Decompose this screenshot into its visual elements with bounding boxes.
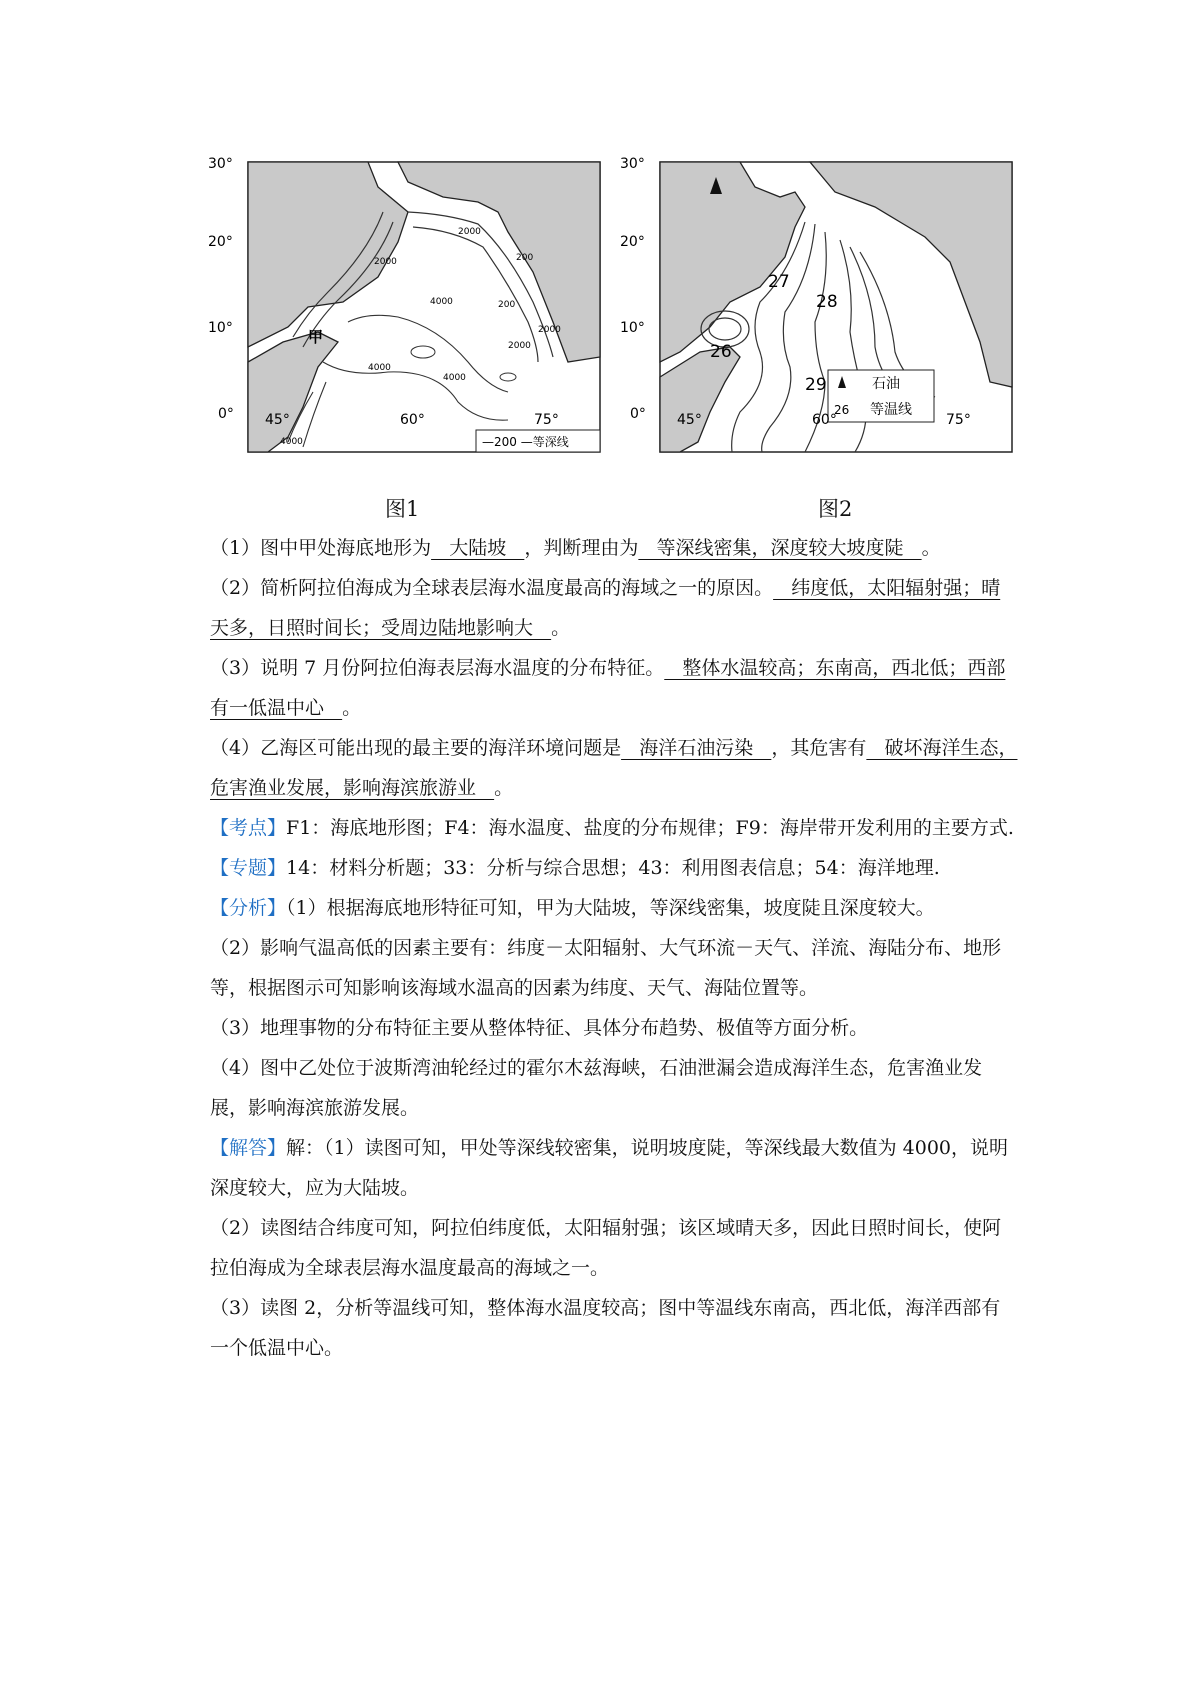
depth-label: 4000 [280, 437, 303, 447]
section-text: 解：（1）读图可知，甲处等深线较密集，说明坡度陡，等深线最大数值为 4000，说明深度较大，应为大陆坡。 [210, 1137, 1008, 1199]
lon-label: 75° [534, 412, 559, 428]
answer-blank: 海洋石油污染 [621, 737, 772, 759]
section-tag: 【分析】 [210, 897, 287, 919]
section-tag: 【解答】 [210, 1137, 287, 1159]
lon-label: 45° [265, 412, 290, 428]
answer-blank: 等深线密集，深度较大坡度陡 [638, 537, 922, 559]
isotherm-label: 29 [805, 375, 827, 395]
question-3 [210, 648, 1018, 728]
section-tag: 【考点】 [210, 817, 287, 839]
lat-label: 30° [208, 156, 233, 172]
isotherm-label: 27 [768, 272, 790, 292]
lon-label: 60° [812, 412, 837, 428]
kaodian-section [210, 808, 1018, 848]
legend-iso-label: 等温线 [870, 402, 912, 418]
lon-label: 60° [400, 412, 425, 428]
answer-blank: 纬度低，太阳辐射强；晴天多，日照时间长；受周边陆地影响大 [210, 577, 1001, 639]
zhuanti-section [210, 848, 1018, 888]
jieda-section [210, 1128, 1018, 1208]
answer-blank: 整体水温较高；东南高，西北低；西部有一低温中心 [210, 657, 1006, 719]
section-text: （1）根据海底地形特征可知，甲为大陆坡，等深线密集，坡度陡且深度较大。 [286, 897, 935, 919]
question-text: （4）乙海区可能出现的最主要的海洋环境问题是 [210, 737, 622, 759]
figure-1-map [208, 152, 608, 482]
answer-blank: 大陆坡 [431, 537, 525, 559]
lat-label: 20° [620, 234, 645, 250]
depth-label: 2000 [458, 227, 481, 237]
section-text: F1：海底地形图；F4：海水温度、盐度的分布规律；F9：海岸带开发利用的主要方式. [286, 817, 1014, 839]
depth-label: 4000 [368, 363, 391, 373]
question-2 [210, 568, 1018, 648]
question-text: ，判断理由为 [524, 537, 639, 559]
isotherm-label: 28 [816, 292, 838, 312]
lat-label: 30° [620, 156, 645, 172]
depth-label: 4000 [443, 373, 466, 383]
lon-label: 75° [946, 412, 971, 428]
jieda-paragraph: （3）读图 2，分析等温线可知，整体海水温度较高；图中等温线东南高，西北低，海洋西部有一个低温中心。 [210, 1297, 1001, 1359]
fig1-legend: —200 —等深线 [482, 435, 569, 449]
question-text: （1）图中甲处海底地形为 [210, 537, 432, 559]
section-text: 14：材料分析题；33：分析与综合思想；43：利用图表信息；54：海洋地理. [286, 857, 940, 879]
fenxi-paragraph: （3）地理事物的分布特征主要从整体特征、具体分布趋势、极值等方面分析。 [210, 1017, 869, 1039]
fenxi-paragraph: （2）影响气温高低的因素主要有：纬度－太阳辐射、大气环流－天气、洋流、海陆分布、地形等，根据图示可知影响该海域水温高的因素为纬度、天气、海陆位置等。 [210, 937, 1002, 999]
figure-1-caption: 图1 [385, 497, 420, 521]
fenxi-paragraph: （4）图中乙处位于波斯湾油轮经过的霍尔木兹海峡，石油泄漏会造成海洋生态，危害渔业发展，影响海滨旅游发展。 [210, 1057, 983, 1119]
legend-oil-label: 石油 [872, 376, 900, 392]
figure-2-caption: 图2 [818, 497, 853, 521]
question-1 [210, 528, 1018, 568]
jieda-paragraph: （2）读图结合纬度可知，阿拉伯纬度低，太阳辐射强；该区域晴天多，因此日照时间长，使阿拉伯海成为全球表层海水温度最高的海域之一。 [210, 1217, 1002, 1279]
depth-label: 2000 [538, 325, 561, 335]
depth-label: 2000 [508, 341, 531, 351]
legend-iso-value: 26 [834, 403, 850, 417]
document-body [210, 528, 1018, 1368]
question-text: 。 [342, 697, 362, 719]
question-text: 。 [494, 777, 514, 799]
lat-label: 20° [208, 234, 233, 250]
question-text: 。 [921, 537, 941, 559]
depth-label: 2000 [374, 257, 397, 267]
depth-label: 4000 [430, 297, 453, 307]
lat-label: 10° [620, 320, 645, 336]
figure-2-map [620, 152, 1020, 482]
lat-label: 0° [630, 406, 646, 422]
isotherm-label: 26 [710, 342, 732, 362]
depth-label: 200 [516, 253, 534, 263]
question-text: （2）简析阿拉伯海成为全球表层海水温度最高的海域之一的原因。 [210, 577, 774, 599]
lat-label: 10° [208, 320, 233, 336]
question-text: 。 [551, 617, 571, 639]
question-4 [210, 728, 1018, 808]
depth-label: 200 [498, 300, 516, 310]
lon-label: 45° [677, 412, 702, 428]
answer-blank: 破坏海洋生态，危害渔业发展，影响海滨旅游业 [210, 737, 1018, 799]
question-text: （3）说明 7 月份阿拉伯海表层海水温度的分布特征。 [210, 657, 665, 679]
question-text: ，其危害有 [771, 737, 867, 759]
lat-label: 0° [218, 406, 234, 422]
section-tag: 【专题】 [210, 857, 287, 879]
jia-label: 甲 [308, 328, 324, 346]
fenxi-section [210, 888, 1018, 928]
